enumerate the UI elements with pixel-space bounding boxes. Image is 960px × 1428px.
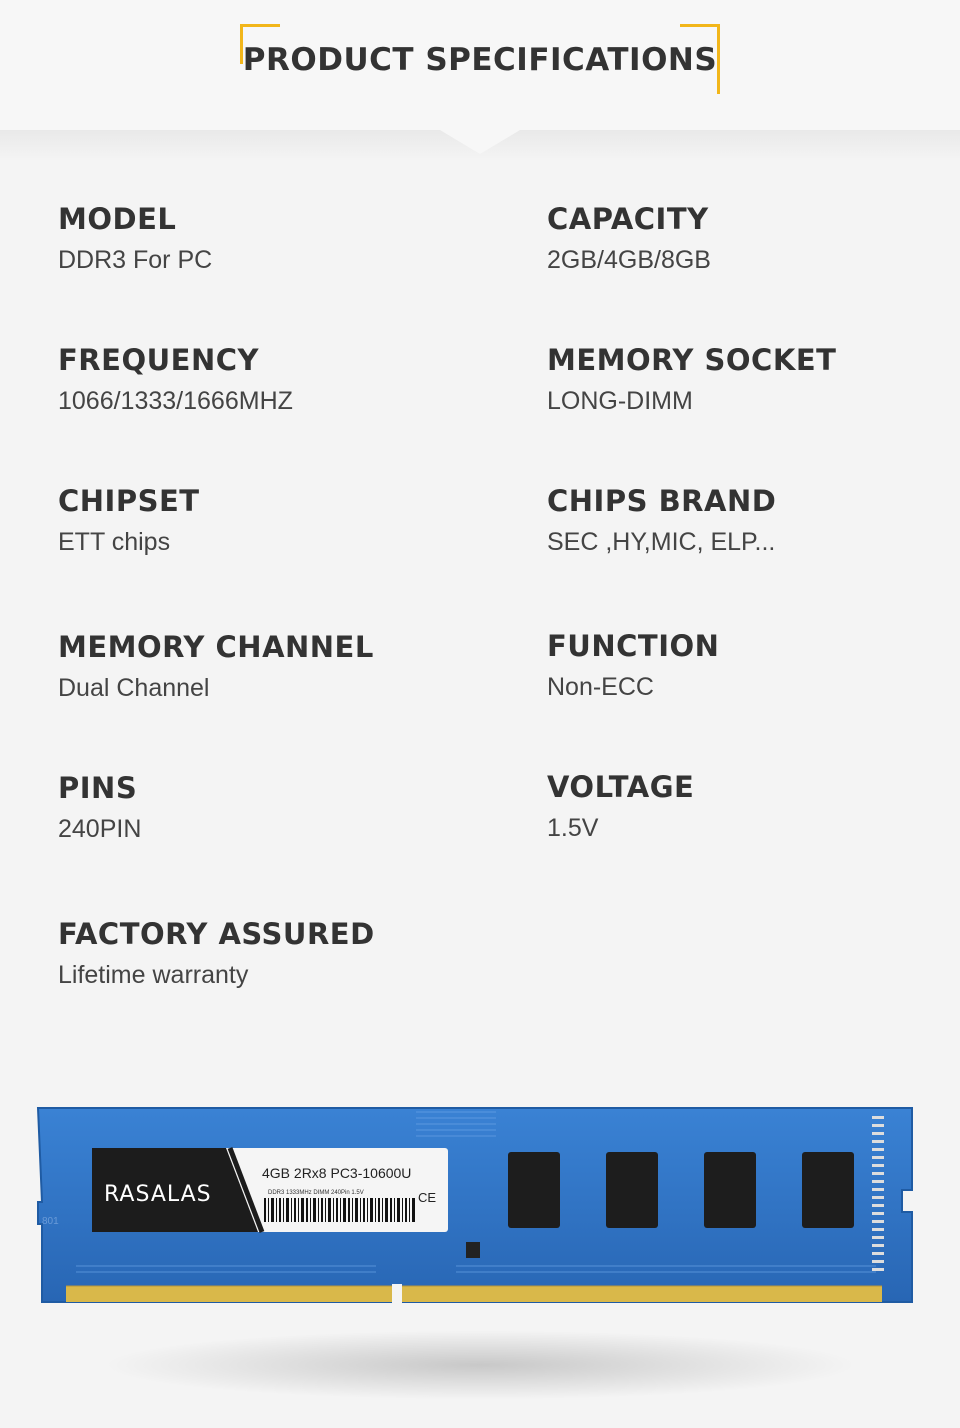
sticker-sub: DDR3 1333MHz DIMM 240Pin 1.5V: [268, 1190, 364, 1196]
memory-chip: [704, 1152, 756, 1228]
spec-frequency: [58, 343, 293, 416]
small-component: [466, 1242, 480, 1258]
spec-model: [58, 202, 212, 275]
spec-label: PINS: [58, 771, 138, 805]
title-frame: [240, 24, 720, 94]
spec-value: LONG-DIMM: [547, 387, 693, 415]
brand-name: RASALAS: [104, 1182, 212, 1207]
spec-label: MODEL: [58, 202, 177, 236]
spec-factory-assured: [58, 917, 375, 990]
spec-label: FACTORY ASSURED: [58, 917, 375, 951]
spec-value: Non-ECC: [547, 673, 654, 701]
sticker-title: 4GB 2Rx8 PC3-10600U: [262, 1165, 412, 1181]
memory-chip: [508, 1152, 560, 1228]
spec-function: [547, 629, 719, 702]
spec-label: CAPACITY: [547, 202, 709, 236]
ram-module-svg: [36, 1106, 914, 1306]
spec-value: 240PIN: [58, 815, 142, 843]
spec-value: ETT chips: [58, 528, 171, 556]
pin-notch: [392, 1284, 402, 1306]
spec-label: CHIPSET: [58, 484, 200, 518]
spec-value: 1066/1333/1666MHZ: [58, 387, 293, 415]
memory-chip: [606, 1152, 658, 1228]
spec-chipset: [58, 484, 200, 557]
spec-memory-channel: [58, 630, 374, 703]
spec-value: 1.5V: [547, 814, 599, 842]
board-code: 801: [42, 1216, 59, 1227]
gold-pins: [66, 1286, 882, 1302]
spec-memory-socket: [547, 343, 836, 416]
page-title: PRODUCT SPECIFICATIONS: [242, 42, 718, 78]
spec-chips-brand: [547, 484, 776, 557]
spec-label: FUNCTION: [547, 629, 720, 663]
spec-capacity: [547, 202, 711, 275]
spec-value: SEC ,HY,MIC, ELP...: [547, 528, 776, 556]
header-notch: [440, 130, 520, 154]
spec-label: CHIPS BRAND: [547, 484, 777, 518]
memory-chip: [802, 1152, 854, 1228]
spec-label: VOLTAGE: [547, 770, 695, 804]
spec-label: MEMORY SOCKET: [547, 343, 837, 377]
spec-value: 2GB/4GB/8GB: [547, 246, 711, 274]
spec-pins: [58, 771, 141, 844]
ce-mark: CE: [418, 1190, 437, 1205]
spec-value: Dual Channel: [58, 674, 210, 702]
product-shadow: [100, 1330, 860, 1400]
spec-label: FREQUENCY: [58, 343, 260, 377]
spec-label: MEMORY CHANNEL: [58, 630, 374, 664]
spec-value: DDR3 For PC: [58, 246, 213, 274]
spec-voltage: [547, 770, 694, 843]
spec-value: Lifetime warranty: [58, 961, 249, 989]
brand-sticker: [92, 1148, 448, 1232]
ram-module-image: [36, 1106, 914, 1306]
header: [0, 0, 960, 130]
